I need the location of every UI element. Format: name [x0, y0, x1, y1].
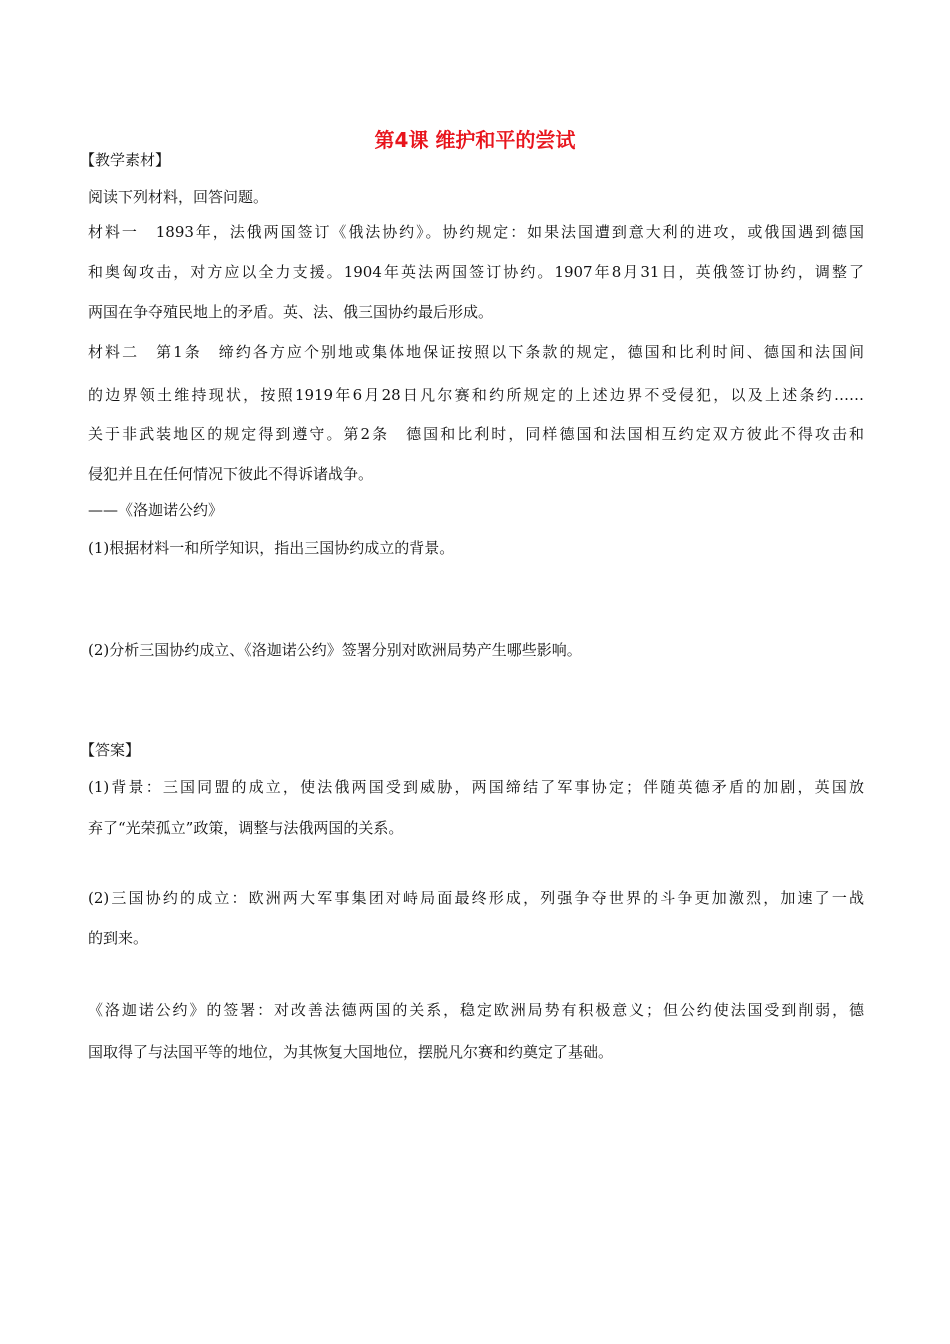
section-heading-material: 【教学素材】 — [80, 151, 171, 169]
material1-line-1: 材料一 1893年，法俄两国签订《俄法协约》。协约规定：如果法国遭到意大利的进攻，或俄国遇到德国 — [88, 223, 864, 241]
question-2: (2)分析三国协约成立、《洛迦诺公约》签署分别对欧洲局势产生哪些影响。 — [88, 641, 582, 659]
answer3-line-1: 《洛迦诺公约》的签署：对改善法德两国的关系，稳定欧洲局势有积极意义；但公约使法国受到削弱，德 — [88, 1001, 864, 1019]
material2-line-4: 侵犯并且在任何情况下彼此不得诉诸战争。 — [88, 465, 374, 483]
material2-line-2: 的边界领土维持现状，按照1919年6月28日凡尔赛和约所规定的上述边界不受侵犯，以及上述条约…… — [88, 386, 864, 404]
material1-line-3: 两国在争夺殖民地上的矛盾。英、法、俄三国协约最后形成。 — [88, 303, 494, 321]
answer1-line-1: (1)背景：三国同盟的成立，使法俄两国受到威胁，两国缔结了军事协定；伴随英德矛盾的加剧，英国放 — [88, 778, 864, 796]
material1-line-2: 和奥匈攻击，对方应以全力支援。1904年英法两国签订协约。1907年8月31日，英俄签订协约，调整了 — [88, 263, 864, 281]
lesson-title: 第4课 维护和平的尝试 — [374, 128, 576, 152]
material2-line-1: 材料二 第1条 缔约各方应个别地或集体地保证按照以下条款的规定，德国和比利时间、德国和法国间 — [88, 343, 864, 361]
source-citation: ——《洛迦诺公约》 — [88, 501, 224, 519]
question-1: (1)根据材料一和所学知识，指出三国协约成立的背景。 — [88, 539, 455, 557]
instruction-text: 阅读下列材料，回答问题。 — [88, 188, 269, 206]
section-heading-answer: 【答案】 — [80, 741, 141, 759]
answer3-line-2: 国取得了与法国平等的地位，为其恢复大国地位，摆脱凡尔赛和约奠定了基础。 — [88, 1043, 614, 1061]
material2-line-3: 关于非武装地区的规定得到遵守。第2条 德国和比利时，同样德国和法国相互约定双方彼此不得攻击和 — [88, 425, 864, 443]
answer2-line-2: 的到来。 — [88, 929, 149, 947]
answer2-line-1: (2)三国协约的成立：欧洲两大军事集团对峙局面最终形成，列强争夺世界的斗争更加激烈，加速了一战 — [88, 889, 864, 907]
answer1-line-2: 弃了“光荣孤立”政策，调整与法俄两国的关系。 — [88, 819, 404, 837]
